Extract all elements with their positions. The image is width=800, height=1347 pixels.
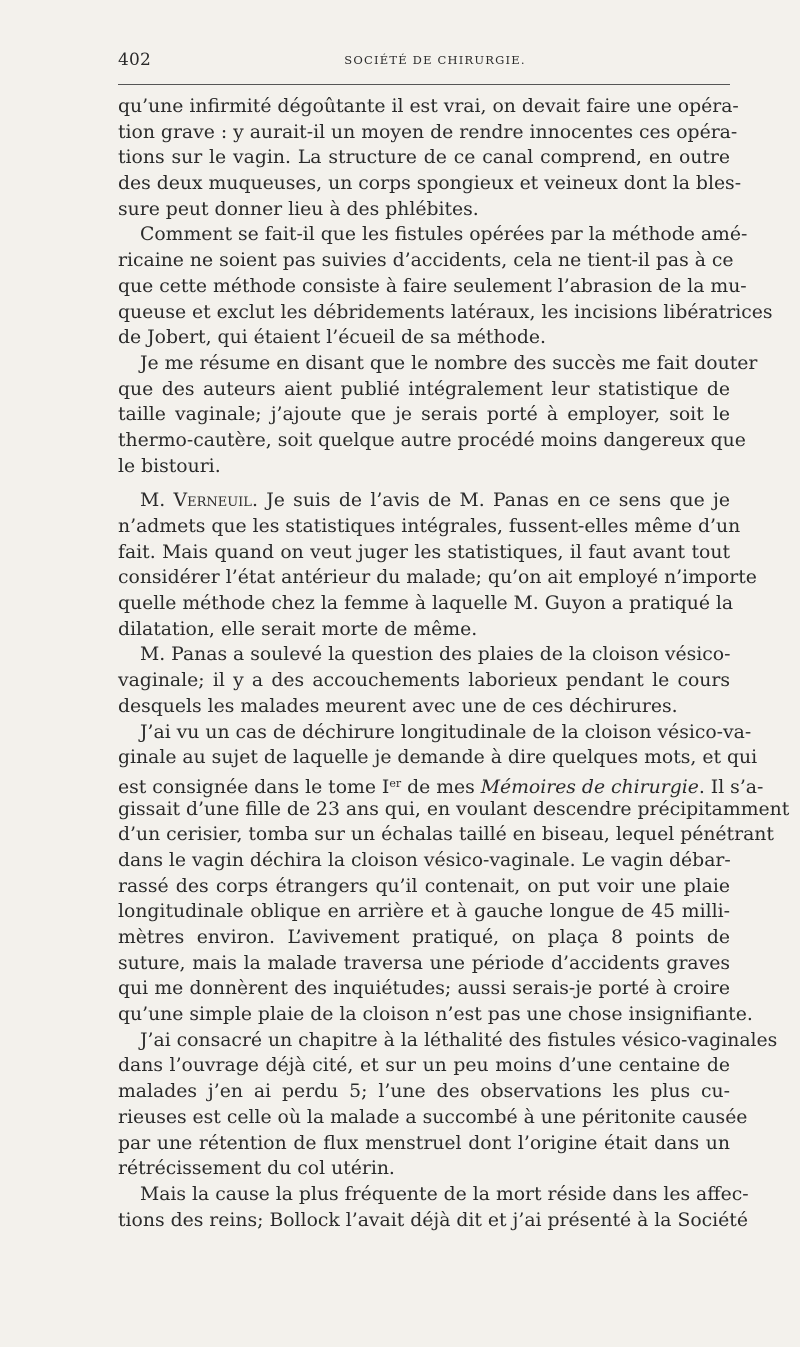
text-line: queuse et exclut les débridements latéraux, les incisions libératrices xyxy=(118,301,773,323)
text-line: taille vaginale; j’ajoute que je serais porté à employer, soit le xyxy=(118,404,730,426)
text-line: tion grave : y aurait-il un moyen de rendre innocentes ces opéra- xyxy=(118,121,738,143)
text-line: malades j’en ai perdu 5; l’une des observations les plus cu- xyxy=(118,1081,730,1103)
text-line xyxy=(118,488,730,514)
journal-title: SOCIÉTÉ DE CHIRURGIE. xyxy=(344,53,526,67)
text-line: de Jobert, qui étaient l’écueil de sa méthode. xyxy=(118,327,546,349)
text-line: des deux muqueuses, un corps spongieux et veineux dont la bles- xyxy=(118,173,742,195)
text-line: thermo-cautère, soit quelque autre procédé moins dangereux que xyxy=(118,429,746,451)
text-line: J’ai consacré un chapitre à la léthalité des fistules vésico-vaginales xyxy=(140,1029,778,1051)
text-line: J’ai vu un cas de déchirure longitudinale de la cloison vésico-va- xyxy=(140,721,752,743)
text-line: rétrécissement du col utérin. xyxy=(118,1158,395,1180)
header-rule xyxy=(118,84,730,85)
book-title: Mémoires de chirurgie xyxy=(480,776,699,798)
text-line: dans le vagin déchira la cloison vésico-vaginale. Le vagin débar- xyxy=(118,849,731,871)
text-line: Comment se fait-il que les fistules opérées par la méthode amé- xyxy=(140,224,748,246)
text-line: par une rétention de flux menstruel dont l’origine était dans un xyxy=(118,1132,730,1154)
text-line: considérer l’état antérieur du malade; qu’on ait employé n’importe xyxy=(118,567,757,589)
text-line: longitudinale oblique en arrière et à gauche longue de 45 milli- xyxy=(118,901,730,923)
text-line: rassé des corps étrangers qu’il contenait, on put voir une plaie xyxy=(118,875,730,897)
text-line-rest: Je suis de l’avis de M. Panas en ce sens que je xyxy=(266,490,730,512)
text-line: ginale au sujet de laquelle je demande à dire quelques mots, et qui xyxy=(118,747,758,769)
text-line: dans l’ouvrage déjà cité, et sur un peu moins d’une centaine de xyxy=(118,1055,730,1077)
text-line: tions des reins; Bollock l’avait déjà dit et j’ai présenté à la Société xyxy=(118,1209,748,1231)
text-line-start: est consignée dans le tome I xyxy=(118,776,390,798)
text-line: Je me résume en disant que le nombre des succès me fait douter xyxy=(140,352,758,374)
text-line: dilatation, elle serait morte de même. xyxy=(118,618,478,640)
superscript: er xyxy=(389,776,402,790)
text-line xyxy=(118,771,764,798)
text-line: d’un cerisier, tomba sur un échalas taillé en biseau, lequel pénétrant xyxy=(118,824,774,846)
text-line: qu’une infirmité dégoûtante il est vrai, on devait faire une opéra- xyxy=(118,96,739,117)
text-line: rieuses est celle où la malade a succombé à une péritonite causée xyxy=(118,1106,748,1128)
page-number: 402 xyxy=(118,50,152,70)
running-head xyxy=(118,50,730,74)
text-line: sure peut donner lieu à des phlébites. xyxy=(118,198,479,220)
text-line: Mais la cause la plus fréquente de la mort réside dans les affec- xyxy=(140,1183,749,1205)
body-text xyxy=(118,94,790,1233)
text-line: n’admets que les statistiques intégrales, fussent-elles même d’un xyxy=(118,516,741,537)
text-line: que des auteurs aient publié intégralement leur statistique de xyxy=(118,378,730,400)
text-line: qu’une simple plaie de la cloison n’est pas une chose insignifiante. xyxy=(118,1004,753,1026)
text-line: ricaine ne soient pas suivies d’accidents, cela ne tient-il pas à ce xyxy=(118,250,734,272)
text-line-mid: de mes xyxy=(401,776,481,798)
text-line: que cette méthode consiste à faire seulement l’abrasion de la mu- xyxy=(118,275,747,297)
speaker-name: M. Verneuil. xyxy=(140,490,258,512)
text-line: desquels les malades meurent avec une de ces déchirures. xyxy=(118,695,678,717)
text-line: qui me donnèrent des inquiétudes; aussi serais-je porté à croire xyxy=(118,978,730,1000)
text-line: suture, mais la malade traversa une période d’accidents graves xyxy=(118,952,730,974)
text-line: tions sur le vagin. La structure de ce canal comprend, en outre xyxy=(118,147,730,169)
text-line: fait. Mais quand on veut juger les statistiques, il faut avant tout xyxy=(118,541,730,563)
text-line: mètres environ. L’avivement pratiqué, on plaça 8 points de xyxy=(118,927,730,948)
text-line-end: . Il s’a- xyxy=(698,776,764,798)
text-line: le bistouri. xyxy=(118,455,221,477)
text-line: M. Panas a soulevé la question des plaies de la cloison vésico- xyxy=(140,644,731,666)
text-line: vaginale; il y a des accouchements laborieux pendant le cours xyxy=(118,670,730,692)
text-line: gissait d’une fille de 23 ans qui, en voulant descendre précipitamment xyxy=(118,798,790,820)
text-line: quelle méthode chez la femme à laquelle M. Guyon a pratiqué la xyxy=(118,593,734,615)
